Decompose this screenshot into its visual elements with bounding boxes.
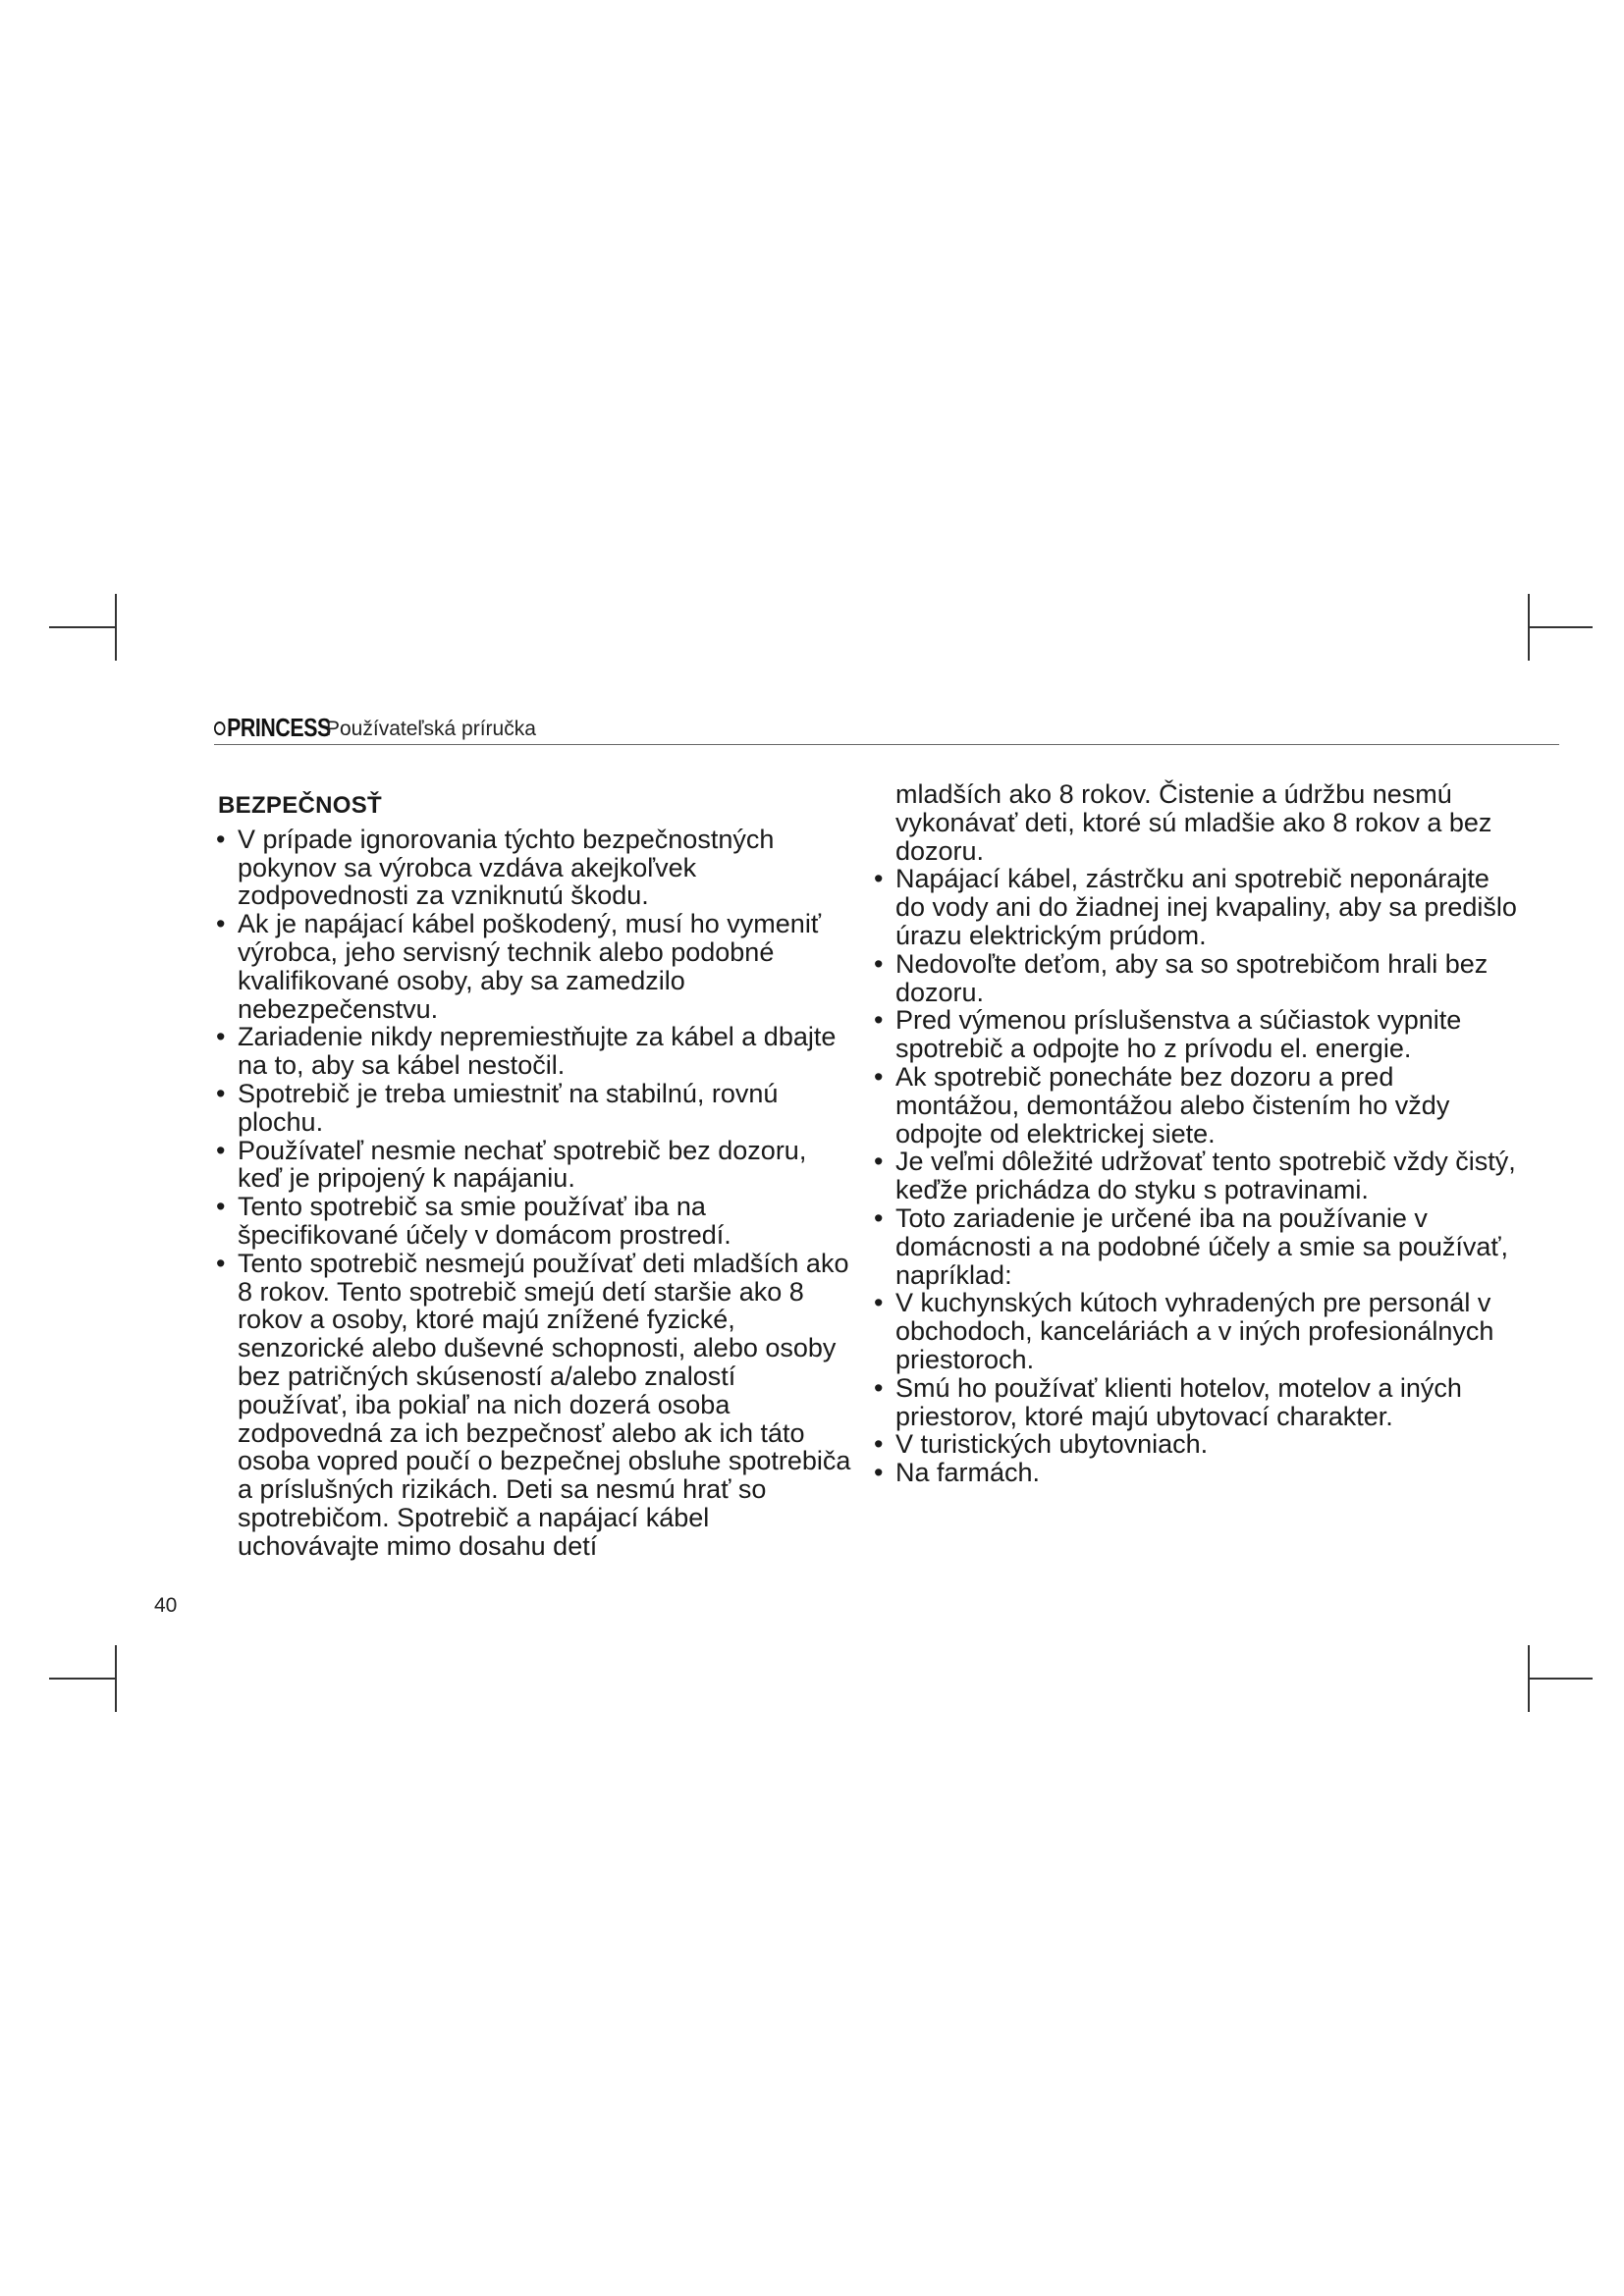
list-item: • V turistických ubytovniach.	[872, 1430, 1520, 1459]
brand-mark-icon	[214, 721, 225, 735]
list-item: • Napájací kábel, zástrčku ani spotrebič neponárajte do vody ani do žiadnej inej kvapaliny, aby sa predišlo úrazu elektrickým prúdom.	[872, 865, 1520, 949]
crop-mark-bottom-right-v	[1528, 1645, 1530, 1712]
list-item: • Tento spotrebič sa smie používať iba na špecifikované účely v domácom prostredí.	[214, 1193, 852, 1250]
list-item: • Nedovoľte deťom, aby sa so spotrebičom hrali bez dozoru.	[872, 950, 1520, 1007]
right-list	[872, 865, 1520, 1487]
list-item: • Používateľ nesmie nechať spotrebič bez dozoru, keď je pripojený k napájaniu.	[214, 1137, 852, 1194]
page-header	[214, 707, 1559, 745]
manual-subtitle: Používateľská príručka	[326, 718, 536, 740]
list-item: • Ak je napájací kábel poškodený, musí ho vymeniť výrobca, jeho servisný technik alebo podobné kvalifikované osoby, aby sa zamedzilo nebezpečenstvu.	[214, 910, 852, 1023]
brand-name: PRINCESS	[227, 713, 331, 742]
list-item: • V kuchynských kútoch vyhradených pre personál v obchodoch, kanceláriách a v iných profesionálnych priestoroch.	[872, 1289, 1520, 1373]
crop-mark-bottom-left-v	[115, 1645, 117, 1712]
list-item: • V prípade ignorovania týchto bezpečnostných pokynov sa výrobca vzdáva akejkoľvek zodpovednosti za vzniknutú škodu.	[214, 826, 852, 910]
brand-logo	[214, 713, 331, 743]
crop-mark-bottom-left-h	[49, 1678, 116, 1680]
crop-mark-top-left-h	[49, 626, 116, 628]
list-item: • Zariadenie nikdy nepremiestňujte za kábel a dbajte na to, aby sa kábel nestočil.	[214, 1023, 852, 1080]
right-column	[872, 780, 1520, 1487]
list-item: • Toto zariadenie je určené iba na používanie v domácnosti a na podobné účely a smie sa používať, napríklad:	[872, 1204, 1520, 1289]
left-column	[214, 780, 852, 1561]
list-item: • Tento spotrebič nesmejú používať deti mladších ako 8 rokov. Tento spotrebič smejú detí staršie ako 8 rokov a osoby, ktoré majú znížené fyzické, senzorické alebo duševné schopnosti, alebo osoby bez patričných skúseností a/alebo znalostí používať, iba pokiaľ na nich dozerá osoba zodpovedná za ich bezpečnosť alebo ak ich táto osoba vopred poučí o bezpečnej obsluhe spotrebiča a príslušných rizikách. Deti sa nesmú hrať so spotrebičom. Spotrebič a napájací kábel uchovávajte mimo dosahu detí	[214, 1250, 852, 1561]
list-item: • Smú ho používať klienti hotelov, motelov a iných priestorov, ktoré majú ubytovací charakter.	[872, 1374, 1520, 1431]
page-number: 40	[154, 1594, 178, 1617]
crop-mark-top-left-v	[115, 594, 117, 661]
list-item: • Je veľmi dôležité udržovať tento spotrebič vždy čistý, keďže prichádza do styku s potravinami.	[872, 1148, 1520, 1204]
list-item: • Ak spotrebič ponecháte bez dozoru a pred montážou, demontážou alebo čistením ho vždy odpojte od elektrickej siete.	[872, 1063, 1520, 1148]
crop-mark-top-right-h	[1528, 626, 1593, 628]
crop-mark-top-right-v	[1528, 594, 1530, 661]
list-item: • Na farmách.	[872, 1459, 1520, 1487]
list-item: • Spotrebič je treba umiestniť na stabilnú, rovnú plochu.	[214, 1080, 852, 1137]
section-title: BEZPEČNOSŤ	[218, 792, 383, 819]
left-list	[214, 826, 852, 1561]
crop-mark-bottom-right-h	[1528, 1678, 1593, 1680]
list-item: • Pred výmenou príslušenstva a súčiastok vypnite spotrebič a odpojte ho z prívodu el. energie.	[872, 1006, 1520, 1063]
continued-text: mladších ako 8 rokov. Čistenie a údržbu nesmú vykonávať deti, ktoré sú mladšie ako 8 rokov a bez dozoru.	[895, 779, 1492, 866]
